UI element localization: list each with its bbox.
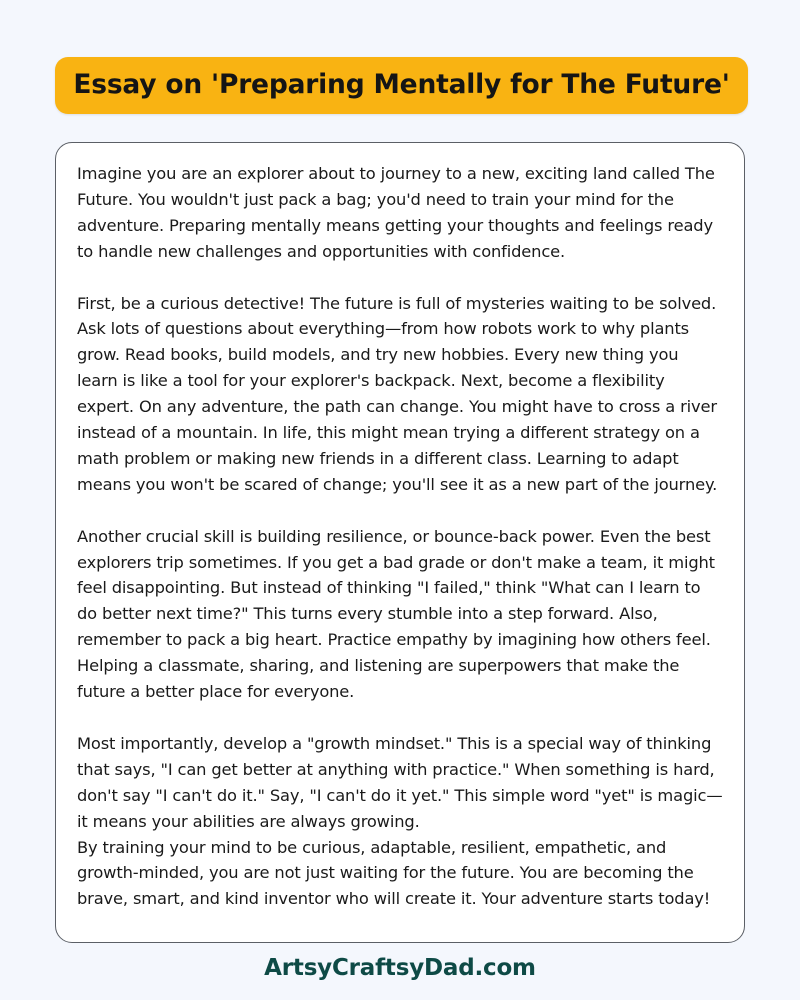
essay-paragraph: Imagine you are an explorer about to journey to a new, exciting land called The Future. You wouldn't just pack a bag; you'd need to train your mind for the adventure. Preparing mentally means getting your thoughts and feelings ready to handle new challenges and opportunities with confidence. [77, 164, 715, 261]
site-footer [0, 955, 800, 981]
site-name-label: ArtsyCraftsyDad.com [264, 955, 536, 981]
essay-paragraph: By training your mind to be curious, adaptable, resilient, empathetic, and growth-minded, you are not just waiting for the future. You are becoming the brave, smart, and kind inventor who will create it. Your adventure starts today! [77, 837, 711, 909]
essay-paragraph: Another crucial skill is building resilience, or bounce-back power. Even the best explorers trip sometimes. If you get a bad grade or don't make a team, it might feel disappointing. But instead of thinking "I failed," think "What can I learn to do better next time?" This turns every stumble into a step forward. Also, remember to pack a big heart. Practice empathy by imagining how others feel. Helping a classmate, sharing, and listening are superpowers that make the future a better place for everyone. [77, 526, 715, 702]
essay-card [55, 142, 745, 943]
essay-paragraph: Most importantly, develop a "growth mindset." This is a special way of thinking that says, "I can get better at anything with practice." When something is hard, don't say "I can't do it." Say, "I can't do it yet." This simple word "yet" is magic—it means your abilities are always growing. [77, 733, 723, 831]
page-title: Essay on 'Preparing Mentally for The Future' [73, 69, 730, 101]
essay-paragraph: First, be a curious detective! The future is full of mysteries waiting to be solved. Ask lots of questions about everything—from how robots work to why plants grow. Read books, build models, and try new hobbies. Every new thing you learn is like a tool for your explorer's backpack. Next, become a flexibility expert. On any adventure, the path can change. You might have to cross a river instead of a mountain. In life, this might mean trying a different strategy on a math problem or making new friends in a different class. Learning to adapt means you won't be scared of change; you'll see it as a new part of the journey. [77, 293, 718, 494]
title-banner [55, 57, 748, 114]
essay-body [77, 161, 723, 912]
